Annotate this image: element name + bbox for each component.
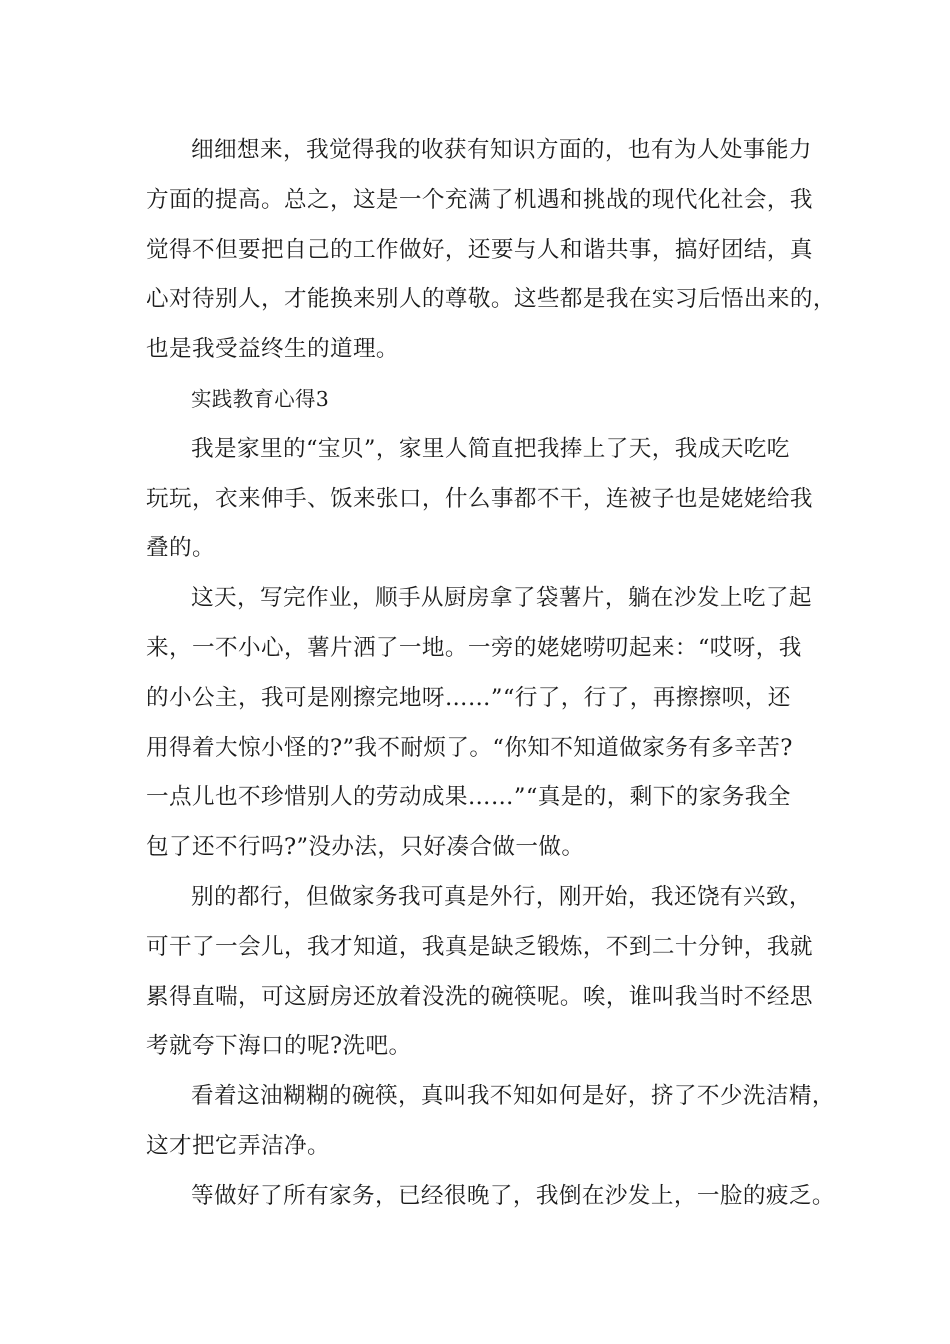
text-line: 玩玩，衣来伸手、饭来张口，什么事都不干，连被子也是姥姥给我 [146, 485, 813, 512]
text-line: 一点儿也不珍惜别人的劳动成果……”“真是的，剩下的家务我全 [146, 784, 791, 811]
paragraph-housework [146, 873, 826, 1072]
text-line: 可干了一会儿，我才知道，我真是缺乏锻炼，不到二十分钟，我就 [146, 933, 813, 960]
text-line: 我是家里的“宝贝”，家里人简直把我捧上了天，我成天吃吃 [191, 435, 790, 462]
text-line: 也是我受益终生的道理。 [146, 336, 399, 363]
text-line: 来，一不小心，薯片洒了一地。一旁的姥姥唠叨起来：“哎呀，我 [146, 634, 802, 661]
text-line: 等做好了所有家务，已经很晚了，我倒在沙发上，一脸的疲乏。 [191, 1182, 835, 1209]
paragraph-tired [146, 1172, 835, 1222]
text-line: 这天，写完作业，顺手从厨房拿了袋薯片，躺在沙发上吃了起 [191, 585, 812, 612]
text-line: 累得直喘，可这厨房还放着没洗的碗筷呢。唉，谁叫我当时不经思 [146, 983, 813, 1010]
text-line: 包了还不行吗?”没办法，只好凑合做一做。 [146, 834, 585, 861]
paragraph-dishes [146, 1072, 835, 1172]
text-line: 叠的。 [146, 535, 215, 562]
paragraph-chips [146, 574, 826, 873]
text-line: 方面的提高。总之，这是一个充满了机遇和挑战的现代化社会，我 [146, 186, 813, 213]
text-line: 看着这油糊糊的碗筷，真叫我不知如何是好，挤了不少洗洁精， [191, 1083, 835, 1110]
text-line: 考就夸下海口的呢?洗吧。 [146, 1033, 412, 1060]
text-line: 觉得不但要把自己的工作做好，还要与人和谐共事，搞好团结，真 [146, 236, 813, 263]
paragraph-reflection [146, 126, 836, 375]
text-line: 用得着大惊小怪的?”我不耐烦了。“你知不知道做家务有多辛苦? [146, 734, 793, 761]
section-heading: 实践教育心得3 [191, 386, 330, 411]
text-line: 心对待别人，才能换来别人的尊敬。这些都是我在实习后悟出来的， [146, 286, 836, 313]
document-body [146, 126, 836, 1222]
paragraph-intro [146, 425, 826, 574]
text-line: 细细想来，我觉得我的收获有知识方面的，也有为人处事能力 [191, 137, 812, 163]
text-line: 别的都行，但做家务我可真是外行，刚开始，我还饶有兴致， [191, 883, 812, 910]
text-line: 的小公主，我可是刚擦完地呀……”“行了，行了，再擦擦呗，还 [146, 684, 791, 711]
text-line: 这才把它弄洁净。 [146, 1132, 330, 1159]
